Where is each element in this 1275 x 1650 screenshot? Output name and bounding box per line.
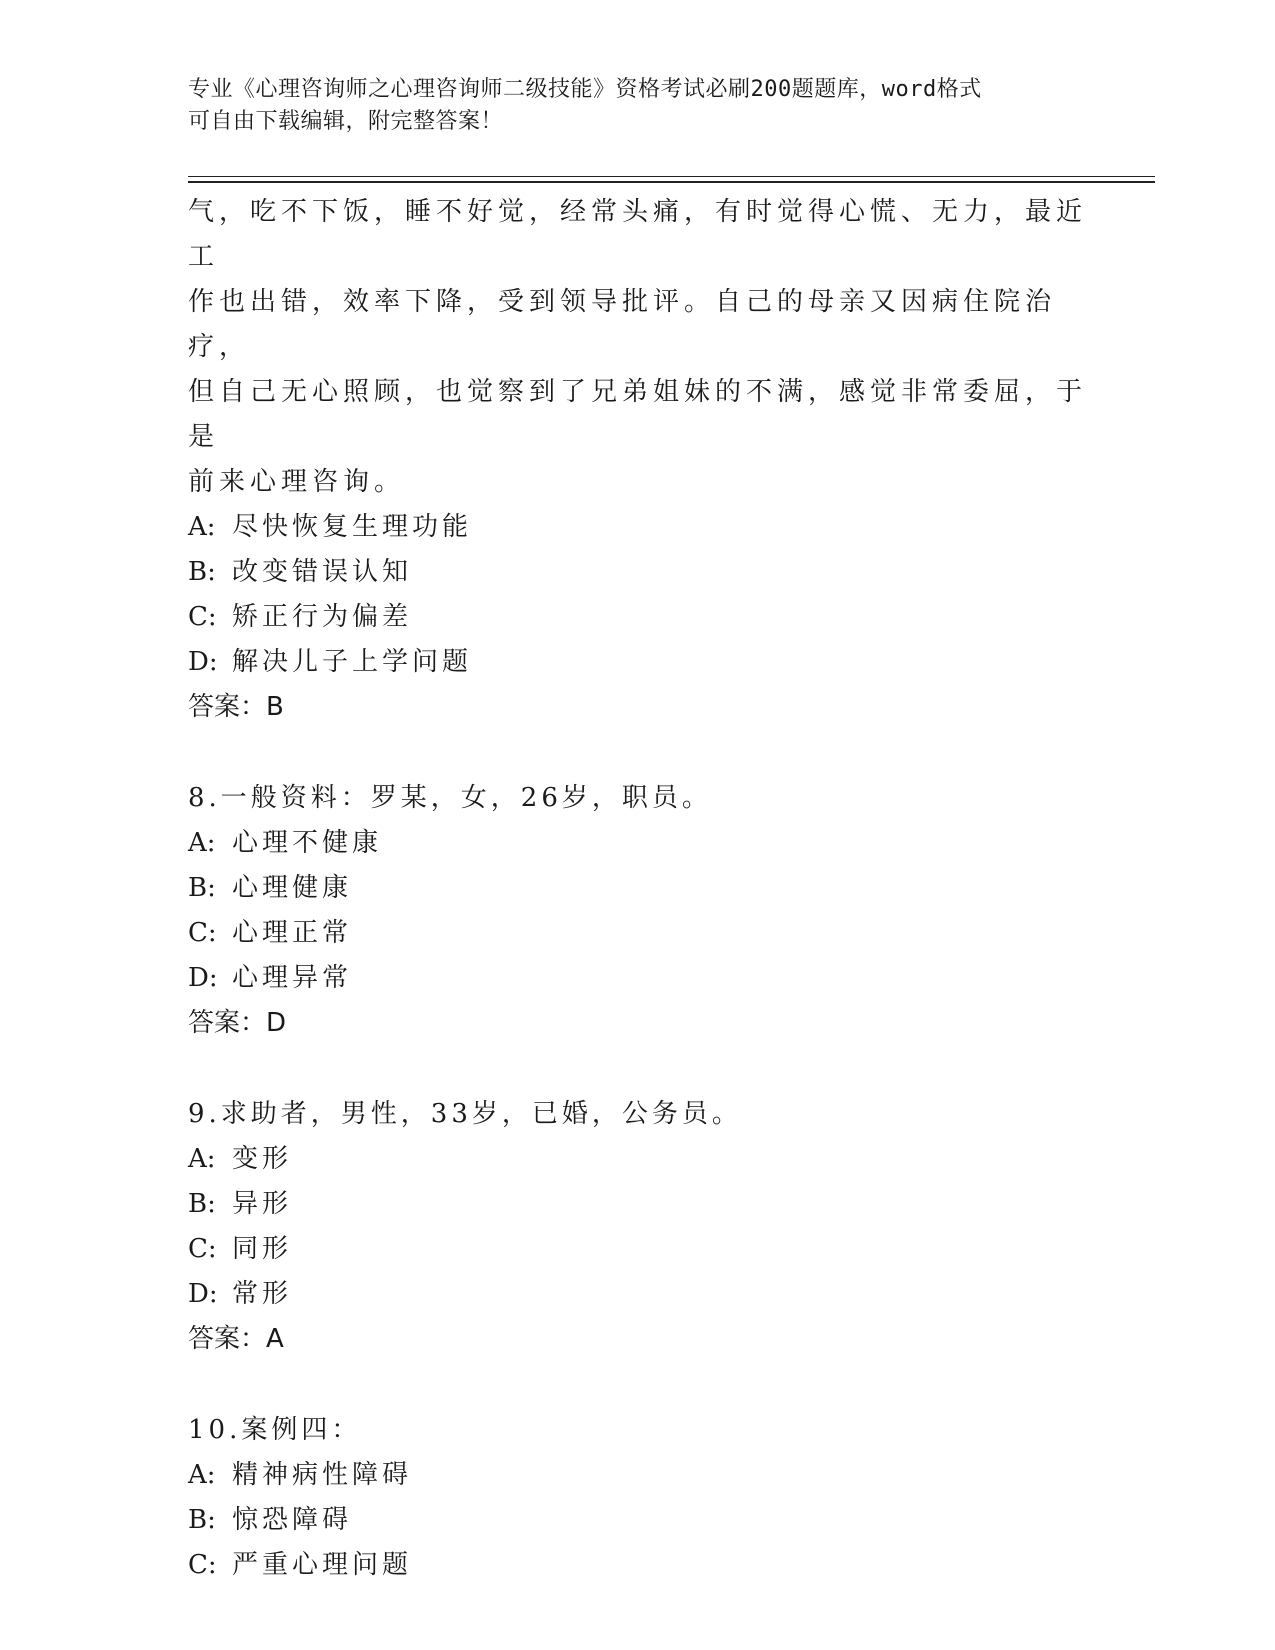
option-letter: B: xyxy=(188,557,216,587)
header-line-1: 专业《心理咨询师之心理咨询师二级技能》资格考试必刷200题题库，word格式 xyxy=(188,77,982,102)
option-a xyxy=(188,1453,1088,1498)
option-text: 异形 xyxy=(232,1189,293,1219)
stem-line: 前来心理咨询。 xyxy=(188,467,406,497)
stem-line: 但自己无心照顾，也觉察到了兄弟姐妹的不满，感觉非常委屈，于是 xyxy=(188,377,1088,452)
option-b xyxy=(188,866,1088,911)
option-c xyxy=(188,595,1088,640)
answer-line: 答案：B xyxy=(188,692,284,722)
option-text: 尽快恢复生理功能 xyxy=(232,512,473,542)
option-d xyxy=(188,640,1088,685)
option-a xyxy=(188,1137,1088,1182)
header-divider-thick xyxy=(188,181,1155,183)
option-text: 改变错误认知 xyxy=(232,557,413,587)
question-stem: 10.案例四： xyxy=(188,1415,362,1445)
option-c xyxy=(188,911,1088,956)
option-a xyxy=(188,505,1088,550)
option-text: 变形 xyxy=(232,1144,293,1174)
option-letter: D: xyxy=(188,647,218,677)
answer-line: 答案：D xyxy=(188,1008,287,1038)
option-letter: B: xyxy=(188,873,216,903)
option-letter: B: xyxy=(188,1505,216,1535)
option-text: 心理异常 xyxy=(232,963,353,993)
option-text: 心理不健康 xyxy=(232,828,383,858)
option-c xyxy=(188,1227,1088,1272)
answer-line: 答案：A xyxy=(188,1324,284,1354)
document-header xyxy=(188,74,1068,138)
question-9 xyxy=(188,1092,1088,1362)
header-line-2: 可自由下载编辑，附完整答案！ xyxy=(188,109,504,134)
question-stem: 9.求助者，男性，33岁，已婚，公务员。 xyxy=(188,1099,742,1129)
option-text: 严重心理问题 xyxy=(232,1550,413,1580)
option-letter: A: xyxy=(188,1144,216,1174)
document-body xyxy=(188,190,1088,1588)
option-d xyxy=(188,1272,1088,1317)
option-c xyxy=(188,1543,1088,1588)
option-text: 解决儿子上学问题 xyxy=(232,647,473,677)
option-d xyxy=(188,956,1088,1001)
header-divider-thin xyxy=(188,176,1155,177)
option-text: 常形 xyxy=(232,1279,293,1309)
question-8 xyxy=(188,776,1088,1046)
option-text: 精神病性障碍 xyxy=(232,1460,413,1490)
option-letter: C: xyxy=(188,1550,217,1580)
option-b xyxy=(188,550,1088,595)
option-letter: C: xyxy=(188,602,217,632)
option-b xyxy=(188,1498,1088,1543)
option-letter: C: xyxy=(188,918,217,948)
option-text: 心理正常 xyxy=(232,918,353,948)
option-letter: D: xyxy=(188,963,218,993)
option-text: 同形 xyxy=(232,1234,293,1264)
option-letter: C: xyxy=(188,1234,217,1264)
option-b xyxy=(188,1182,1088,1227)
option-letter: A: xyxy=(188,512,216,542)
question-10 xyxy=(188,1408,1088,1588)
option-letter: A: xyxy=(188,828,216,858)
option-a xyxy=(188,821,1088,866)
option-text: 惊恐障碍 xyxy=(232,1505,353,1535)
option-letter: D: xyxy=(188,1279,218,1309)
option-text: 心理健康 xyxy=(232,873,353,903)
stem-line: 气，吃不下饭，睡不好觉，经常头痛，有时觉得心慌、无力，最近工 xyxy=(188,197,1088,272)
option-text: 矫正行为偏差 xyxy=(232,602,413,632)
option-letter: A: xyxy=(188,1460,216,1490)
question-stem: 8.一般资料：罗某，女，26岁，职员。 xyxy=(188,783,712,813)
question-7-continuation xyxy=(188,190,1088,730)
stem-line: 作也出错，效率下降，受到领导批评。自己的母亲又因病住院治疗， xyxy=(188,287,1057,362)
option-letter: B: xyxy=(188,1189,216,1219)
